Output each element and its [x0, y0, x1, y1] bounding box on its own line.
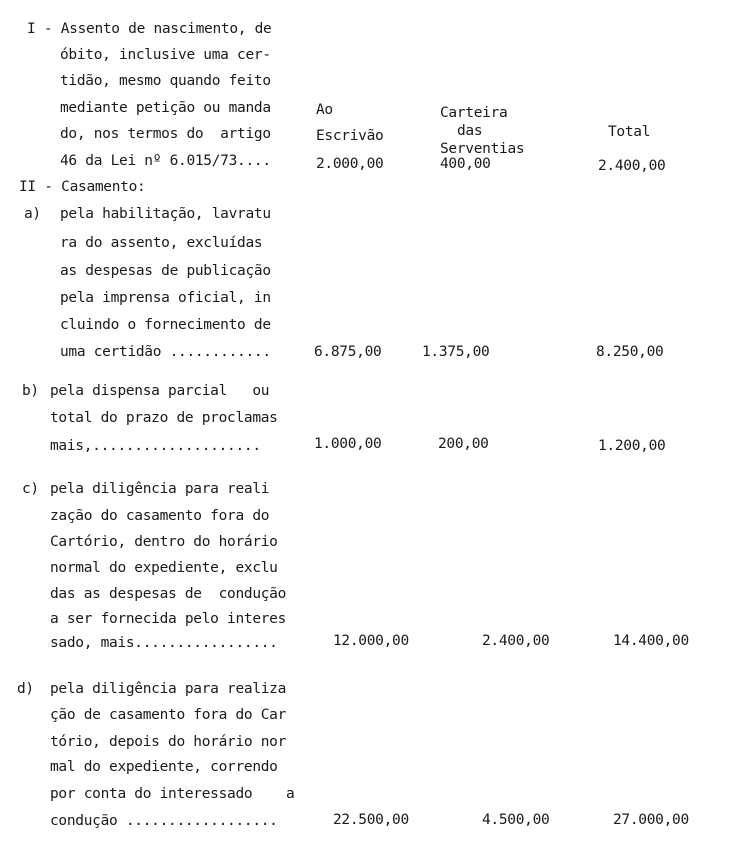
section-ii-heading: II - Casamento: — [19, 179, 146, 195]
item-d-marker: d) — [17, 681, 34, 697]
item-d-line: ção de casamento fora do Car — [50, 707, 287, 723]
value-carteira: 4.500,00 — [482, 812, 550, 828]
section-i-heading: I - Assento de nascimento, de — [27, 21, 272, 37]
value-escrivao: 22.500,00 — [333, 812, 409, 828]
item-c-marker: c) — [22, 481, 39, 497]
item-c-line: pela diligência para reali — [50, 481, 270, 497]
item-a-line: pela imprensa oficial, in — [60, 290, 271, 306]
section-i-line: tidão, mesmo quando feito — [60, 73, 271, 89]
value-escrivao: 6.875,00 — [314, 344, 382, 360]
item-c-line: normal do expediente, exclu — [50, 560, 278, 576]
item-d-line: mal do expediente, correndo — [50, 759, 278, 775]
column-header-carteira: das — [457, 123, 483, 139]
item-a-line: pela habilitação, lavratu — [60, 206, 271, 222]
column-header-carteira: Serventias — [440, 141, 525, 157]
item-d-line: por conta do interessado a — [50, 786, 295, 802]
value-total: 1.200,00 — [598, 438, 666, 454]
value-total: 2.400,00 — [598, 158, 666, 174]
value-escrivao: 2.000,00 — [316, 156, 384, 172]
value-total: 8.250,00 — [596, 344, 664, 360]
item-d-line: tório, depois do horário nor — [50, 734, 287, 750]
section-i-line: mediante petição ou manda — [60, 100, 271, 116]
value-total: 27.000,00 — [613, 812, 689, 828]
column-header-escrivao: Escrivão — [316, 128, 384, 144]
column-header-total: Total — [608, 124, 651, 140]
item-c-line: sado, mais................. — [50, 635, 278, 651]
item-b-line: pela dispensa parcial ou — [50, 383, 270, 399]
item-c-line: Cartório, dentro do horário — [50, 534, 278, 550]
section-i-line: 46 da Lei nº 6.015/73.... — [60, 153, 271, 169]
column-header-carteira: Carteira — [440, 105, 508, 121]
item-c-line: zação do casamento fora do — [50, 508, 270, 524]
column-header-escrivao: Ao — [316, 102, 333, 118]
section-i-line: óbito, inclusive uma cer- — [60, 47, 271, 63]
item-a-line: uma certidão ............ — [60, 344, 271, 360]
item-a-marker: a) — [24, 206, 41, 222]
item-b-line: mais,.................... — [50, 438, 261, 454]
value-escrivao: 12.000,00 — [333, 633, 409, 649]
value-carteira: 2.400,00 — [482, 633, 550, 649]
item-d-line: condução .................. — [50, 813, 278, 829]
item-b-marker: b) — [22, 383, 39, 399]
item-a-line: ra do assento, excluídas — [60, 235, 263, 251]
item-a-line: as despesas de publicação — [60, 263, 271, 279]
value-carteira: 1.375,00 — [422, 344, 490, 360]
value-carteira: 200,00 — [438, 436, 489, 452]
value-carteira: 400,00 — [440, 156, 491, 172]
item-c-line: das as despesas de condução — [50, 586, 287, 602]
value-total: 14.400,00 — [613, 633, 689, 649]
section-i-line: do, nos termos do artigo — [60, 126, 271, 142]
item-b-line: total do prazo de proclamas — [50, 410, 278, 426]
value-escrivao: 1.000,00 — [314, 436, 382, 452]
item-d-line: pela diligência para realiza — [50, 681, 287, 697]
item-c-line: a ser fornecida pelo interes — [50, 611, 287, 627]
item-a-line: cluindo o fornecimento de — [60, 317, 271, 333]
